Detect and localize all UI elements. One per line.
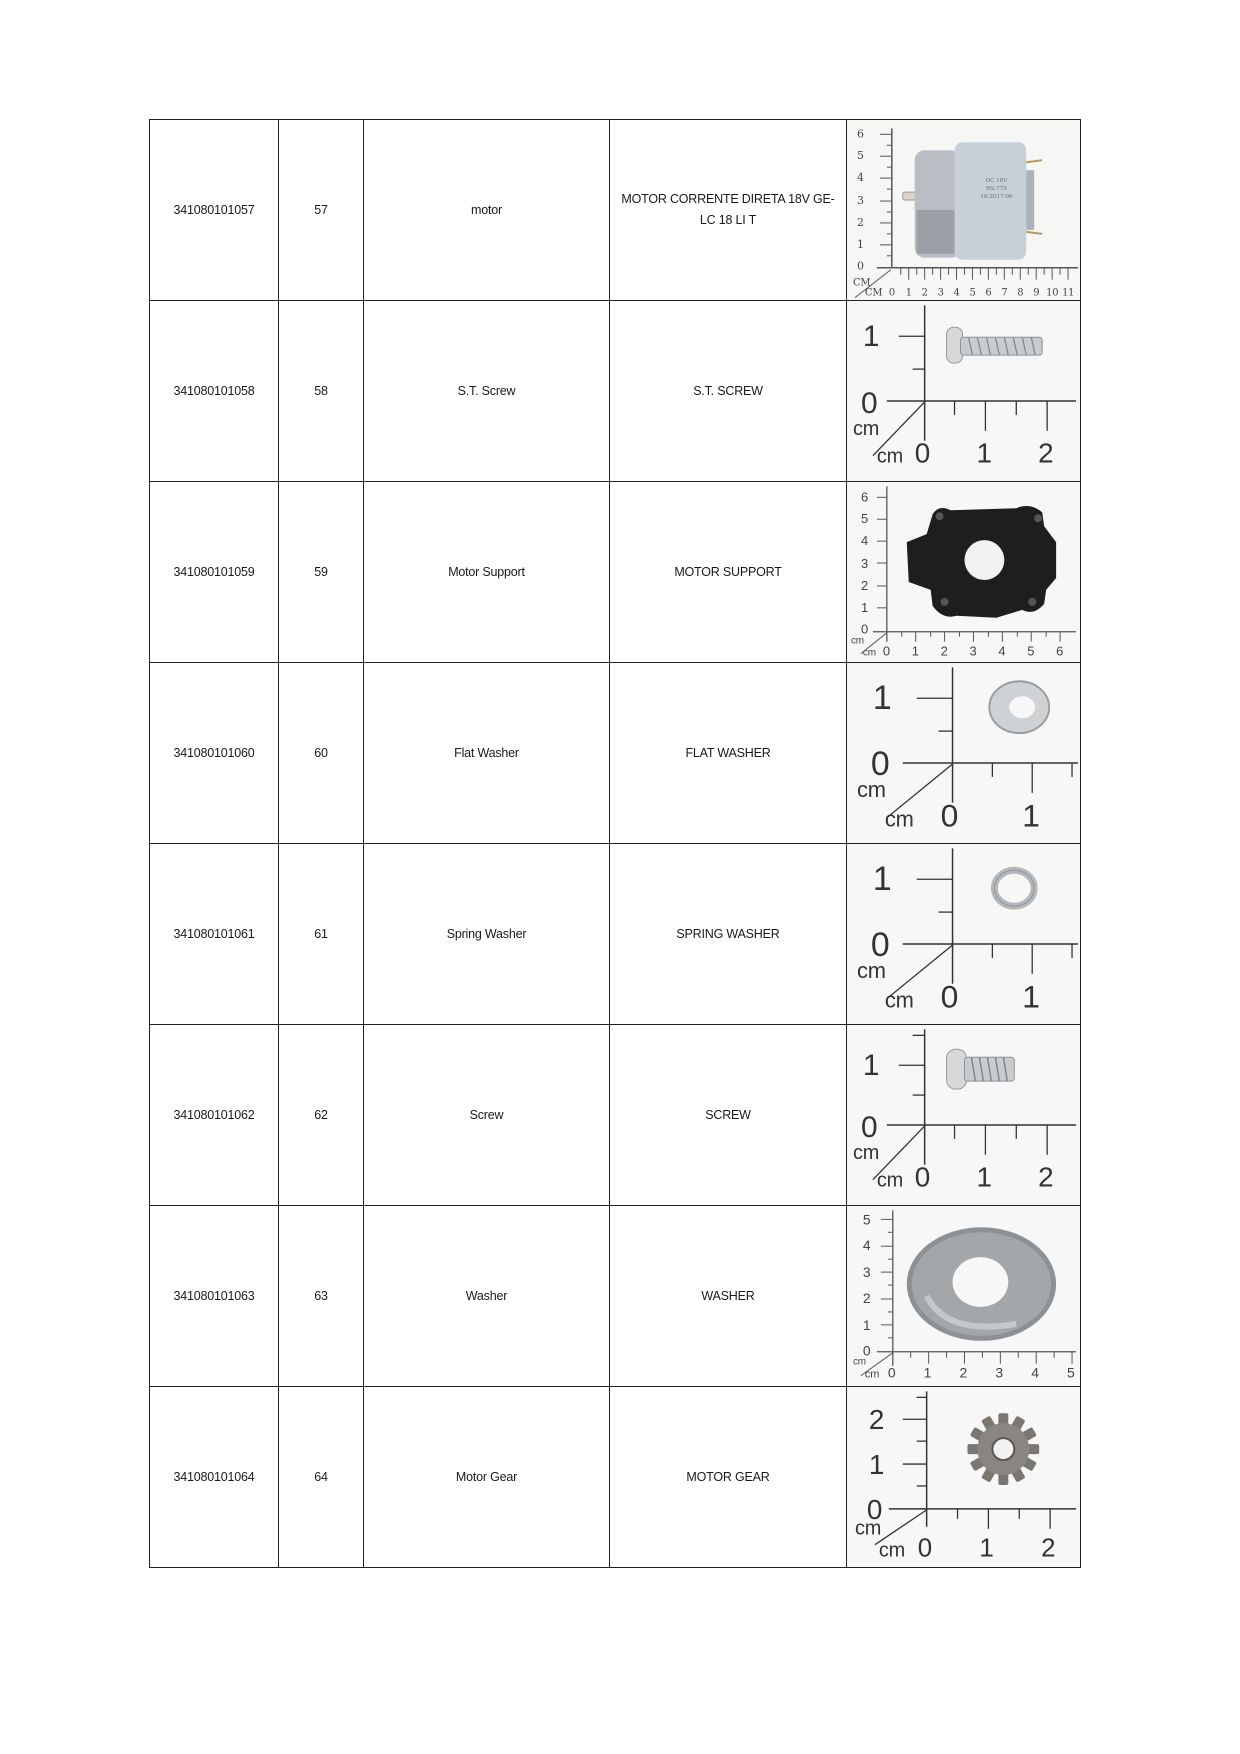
svg-text:2: 2 xyxy=(856,215,864,229)
svg-text:1: 1 xyxy=(860,599,868,615)
svg-text:0: 0 xyxy=(887,1364,896,1381)
part-name-cell: Washer xyxy=(364,1206,610,1387)
description-cell: FLAT WASHER xyxy=(610,663,847,844)
svg-text:2: 2 xyxy=(1038,437,1054,469)
table-row xyxy=(150,301,1081,482)
svg-text:0: 0 xyxy=(888,287,895,299)
flat-washer-photo-icon xyxy=(847,663,1080,843)
svg-text:6: 6 xyxy=(985,287,992,299)
svg-text:1: 1 xyxy=(905,287,912,299)
svg-text:cm: cm xyxy=(862,647,876,659)
svg-text:CM: CM xyxy=(864,287,883,299)
svg-text:1: 1 xyxy=(872,679,892,718)
svg-text:7: 7 xyxy=(1001,287,1008,299)
part-number-cell: 341080101064 xyxy=(150,1387,279,1568)
svg-text:11: 11 xyxy=(1062,287,1075,299)
svg-text:cm: cm xyxy=(852,417,880,440)
svg-text:0: 0 xyxy=(866,1493,883,1525)
svg-text:4: 4 xyxy=(998,643,1006,659)
svg-text:2: 2 xyxy=(959,1364,968,1381)
svg-text:cm: cm xyxy=(878,1539,906,1562)
svg-text:cm: cm xyxy=(854,1517,882,1540)
dc-motor-photo-icon xyxy=(847,120,1080,300)
svg-text:1: 1 xyxy=(1022,797,1040,834)
svg-text:cm: cm xyxy=(856,957,886,983)
svg-text:3: 3 xyxy=(937,287,944,299)
svg-text:4: 4 xyxy=(862,1237,871,1254)
part-photo-cell xyxy=(847,1025,1081,1206)
svg-text:0: 0 xyxy=(870,925,890,964)
table-row xyxy=(150,1025,1081,1206)
description-cell: SCREW xyxy=(610,1025,847,1206)
svg-text:DC 18V: DC 18V xyxy=(985,177,1008,185)
part-number-cell: 341080101059 xyxy=(150,482,279,663)
svg-text:0: 0 xyxy=(917,1534,932,1563)
svg-text:3: 3 xyxy=(862,1264,871,1281)
svg-text:5: 5 xyxy=(862,1211,871,1228)
svg-text:1: 1 xyxy=(911,643,919,659)
svg-text:1: 1 xyxy=(862,1049,880,1083)
svg-text:5: 5 xyxy=(969,287,976,299)
svg-text:0: 0 xyxy=(870,744,890,783)
svg-text:8: 8 xyxy=(1017,287,1024,299)
position-cell: 57 xyxy=(279,120,364,301)
spring-washer-photo-icon xyxy=(847,844,1080,1024)
svg-text:9: 9 xyxy=(1033,287,1040,299)
svg-text:4: 4 xyxy=(860,533,868,549)
svg-text:3: 3 xyxy=(969,643,977,659)
svg-text:2: 2 xyxy=(862,1289,871,1306)
svg-text:2: 2 xyxy=(868,1404,885,1436)
part-number-cell: 341080101058 xyxy=(150,301,279,482)
svg-text:10: 10 xyxy=(1046,287,1059,299)
svg-text:cm: cm xyxy=(884,806,914,832)
svg-text:1: 1 xyxy=(976,1161,992,1193)
part-photo-cell xyxy=(847,120,1081,301)
spare-parts-table xyxy=(149,119,1081,1568)
part-photo-cell xyxy=(847,663,1081,844)
position-cell: 60 xyxy=(279,663,364,844)
svg-text:cm: cm xyxy=(850,635,864,647)
svg-text:3: 3 xyxy=(995,1364,1003,1381)
table-row xyxy=(150,482,1081,663)
description-cell: MOTOR CORRENTE DIRETA 18V GE-LC 18 LI T xyxy=(610,120,847,301)
svg-text:1: 1 xyxy=(976,437,992,469)
self-tapping-screw-photo-icon xyxy=(847,301,1080,481)
svg-text:RS-775: RS-775 xyxy=(985,185,1007,193)
part-photo-cell xyxy=(847,844,1081,1025)
svg-text:cm: cm xyxy=(852,1356,866,1368)
svg-text:6: 6 xyxy=(860,489,868,505)
svg-text:5: 5 xyxy=(860,511,868,527)
part-photo-cell xyxy=(847,301,1081,482)
svg-text:3: 3 xyxy=(860,556,868,572)
svg-text:4: 4 xyxy=(1031,1364,1039,1381)
svg-text:2: 2 xyxy=(1038,1161,1054,1193)
table-row xyxy=(150,120,1081,301)
part-photo-cell xyxy=(847,1387,1081,1568)
description-cell: MOTOR SUPPORT xyxy=(610,482,847,663)
svg-text:cm: cm xyxy=(884,987,914,1013)
svg-text:0: 0 xyxy=(940,797,959,834)
part-name-cell: S.T. Screw xyxy=(364,301,610,482)
position-cell: 64 xyxy=(279,1387,364,1568)
svg-text:0: 0 xyxy=(940,978,959,1015)
svg-text:2: 2 xyxy=(1041,1534,1056,1563)
table-row xyxy=(150,844,1081,1025)
part-photo-cell xyxy=(847,482,1081,663)
part-name-cell: Spring Washer xyxy=(364,844,610,1025)
svg-text:cm: cm xyxy=(852,1141,880,1164)
svg-text:4: 4 xyxy=(953,287,960,299)
svg-text:18-2017.06: 18-2017.06 xyxy=(980,193,1013,201)
part-name-cell: Motor Gear xyxy=(364,1387,610,1568)
table-row xyxy=(150,1206,1081,1387)
svg-text:1: 1 xyxy=(862,320,880,354)
svg-text:1: 1 xyxy=(868,1449,885,1481)
svg-text:3: 3 xyxy=(856,194,864,208)
svg-text:cm: cm xyxy=(856,776,886,802)
svg-text:5: 5 xyxy=(856,149,864,163)
part-number-cell: 341080101057 xyxy=(150,120,279,301)
position-cell: 62 xyxy=(279,1025,364,1206)
svg-text:5: 5 xyxy=(1027,643,1035,659)
svg-text:cm: cm xyxy=(864,1368,880,1381)
svg-text:1: 1 xyxy=(856,237,864,251)
part-number-cell: 341080101062 xyxy=(150,1025,279,1206)
svg-text:0: 0 xyxy=(882,643,890,659)
description-cell: WASHER xyxy=(610,1206,847,1387)
table-row xyxy=(150,1387,1081,1568)
svg-text:1: 1 xyxy=(872,860,892,899)
description-cell: SPRING WASHER xyxy=(610,844,847,1025)
part-name-cell: motor xyxy=(364,120,610,301)
svg-text:2: 2 xyxy=(860,577,868,593)
svg-text:0: 0 xyxy=(914,1161,931,1193)
svg-text:1: 1 xyxy=(979,1534,994,1563)
part-photo-cell xyxy=(847,1206,1081,1387)
svg-text:1: 1 xyxy=(923,1364,932,1381)
pinion-gear-photo-icon xyxy=(847,1387,1080,1567)
position-cell: 63 xyxy=(279,1206,364,1387)
position-cell: 59 xyxy=(279,482,364,663)
svg-text:0: 0 xyxy=(860,1110,878,1144)
svg-text:1: 1 xyxy=(1022,978,1040,1015)
position-cell: 61 xyxy=(279,844,364,1025)
svg-text:0: 0 xyxy=(862,1342,871,1359)
svg-text:0: 0 xyxy=(860,621,868,637)
svg-text:0: 0 xyxy=(860,386,878,420)
svg-text:5: 5 xyxy=(1067,1364,1075,1381)
machine-screw-photo-icon xyxy=(847,1025,1080,1205)
svg-text:4: 4 xyxy=(856,171,864,185)
svg-text:0: 0 xyxy=(856,259,864,273)
svg-text:6: 6 xyxy=(856,127,864,141)
svg-text:cm: cm xyxy=(876,445,904,468)
large-washer-photo-icon xyxy=(847,1206,1080,1386)
table-row xyxy=(150,663,1081,844)
description-cell: S.T. SCREW xyxy=(610,301,847,482)
part-name-cell: Motor Support xyxy=(364,482,610,663)
part-name-cell: Screw xyxy=(364,1025,610,1206)
description-cell: MOTOR GEAR xyxy=(610,1387,847,1568)
motor-support-bracket-photo-icon xyxy=(847,482,1080,662)
svg-text:6: 6 xyxy=(1056,643,1064,659)
svg-text:CM: CM xyxy=(852,277,871,289)
svg-text:1: 1 xyxy=(862,1316,871,1333)
svg-text:2: 2 xyxy=(921,287,928,299)
svg-text:2: 2 xyxy=(940,643,948,659)
part-number-cell: 341080101061 xyxy=(150,844,279,1025)
part-number-cell: 341080101060 xyxy=(150,663,279,844)
svg-text:0: 0 xyxy=(914,437,931,469)
part-number-cell: 341080101063 xyxy=(150,1206,279,1387)
position-cell: 58 xyxy=(279,301,364,482)
part-name-cell: Flat Washer xyxy=(364,663,610,844)
svg-text:cm: cm xyxy=(876,1169,904,1192)
